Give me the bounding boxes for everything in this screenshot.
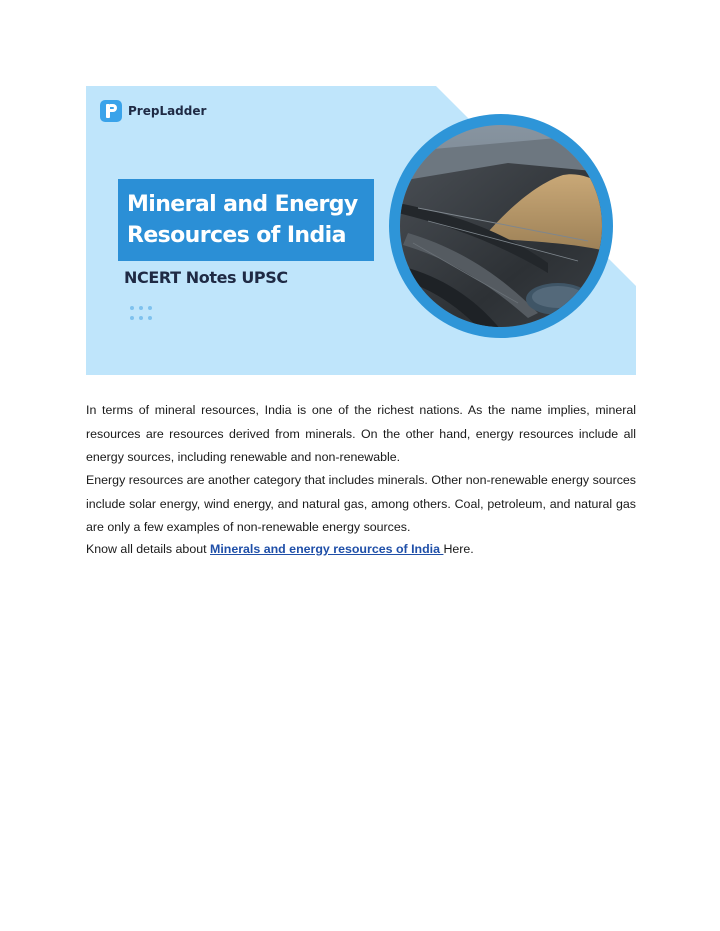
coal-mine-photo <box>388 113 614 339</box>
banner-title-line-2: Resources of India <box>127 223 346 248</box>
minerals-energy-resources-link[interactable]: Minerals and energy resources of India <box>210 542 444 556</box>
prepladder-logo-icon <box>100 100 122 122</box>
dot <box>148 306 152 310</box>
dot <box>130 306 134 310</box>
article-paragraph-2: Energy resources are another category that includes minerals. Other non-renewable energy sources include solar energy, wind energy, and natural gas, among others. Coal, petroleum, and natural gas are only a few examples of non-renewable energy sources. <box>86 473 636 534</box>
logo-text: PrepLadder <box>128 104 207 118</box>
dot <box>130 316 134 320</box>
cta-suffix: Here. <box>443 542 474 556</box>
article-cta <box>86 538 636 562</box>
dot <box>148 316 152 320</box>
hero-banner-image <box>86 86 636 375</box>
dot <box>139 306 143 310</box>
banner-subtitle: NCERT Notes UPSC <box>124 268 288 287</box>
banner-title-box <box>118 179 374 261</box>
dot <box>139 316 143 320</box>
prepladder-logo <box>100 100 206 122</box>
banner-title-line-1: Mineral and Energy <box>127 192 358 217</box>
cta-prefix: Know all details about <box>86 542 210 556</box>
article-paragraph-1: In terms of mineral resources, India is one of the richest nations. As the name implies, mineral resources are resources derived from minerals. On the other hand, energy resources include all energy sources, including renewable and non-renewable. <box>86 403 636 464</box>
